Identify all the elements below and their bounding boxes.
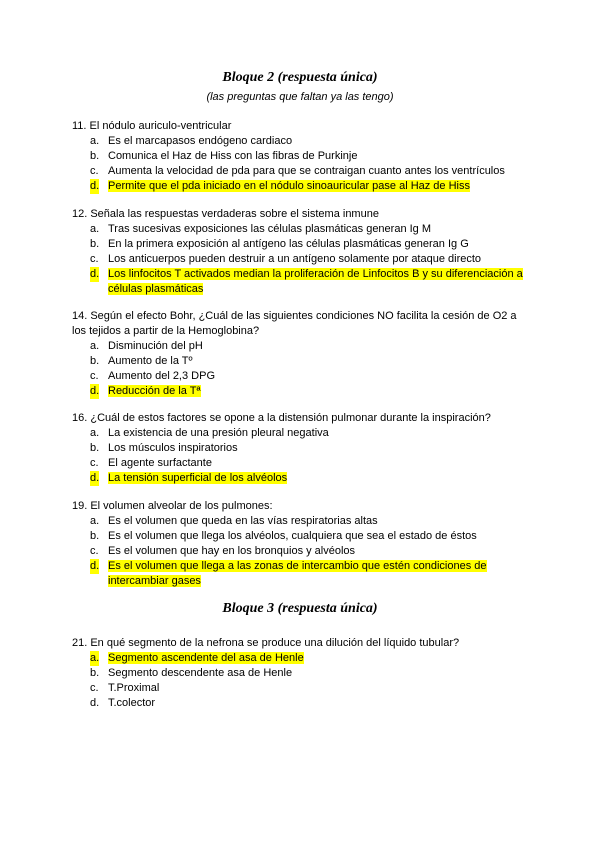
question-14-text: 14. Según el efecto Bohr, ¿Cuál de las siguientes condiciones NO facilita la cesión de O2 a los tejidos a partir de la Hemoglobina? — [72, 310, 517, 337]
question-11-option-d: d. Permite que el pda iniciado en el nódulo sinoauricular pase al Haz de Hiss — [90, 180, 470, 192]
question-11-option-b: b. Comunica el Haz de Hiss con las fibras de Purkinje — [90, 150, 358, 162]
question-12-option-c: c. Los anticuerpos pueden destruir a un antígeno solamente por ataque directo — [90, 253, 482, 265]
question-14-option-c: c. Aumento del 2,3 DPG — [90, 370, 216, 382]
bloque2-subtitle: (las preguntas que faltan ya las tengo) — [206, 91, 394, 103]
question-12-option-b: b. En la primera exposición al antígeno las células plasmáticas generan Ig G — [90, 238, 469, 250]
question-16-option-b: b. Los músculos inspiratorios — [90, 442, 238, 454]
question-21 — [72, 636, 532, 711]
question-12-text: 12. Señala las respuestas verdaderas sobre el sistema inmune — [72, 208, 379, 220]
question-16-option-c: c. El agente surfactante — [90, 457, 212, 469]
question-19 — [72, 499, 532, 589]
question-16 — [72, 411, 532, 486]
question-19-option-b: b. Es el volumen que llega los alvéolos, cualquiera que sea el estado de éstos — [90, 530, 477, 542]
question-19-text: 19. El volumen alveolar de los pulmones: — [72, 500, 273, 512]
question-16-option-d: d. La tensión superficial de los alvéolos — [90, 472, 288, 484]
question-21-option-d: d. T.colector — [90, 697, 156, 709]
question-12-option-a: a. Tras sucesivas exposiciones las células plasmáticas generan Ig M — [90, 223, 432, 235]
question-19-option-a: a. Es el volumen que queda en las vías respiratorias altas — [90, 515, 378, 527]
question-12-option-d: d. Los linfocitos T activados median la proliferación de Linfocitos B y su diferenciación a células plasmáticas — [90, 268, 523, 295]
question-19-option-c: c. Es el volumen que hay en los bronquios y alvéolos — [90, 545, 356, 557]
question-11 — [72, 119, 532, 194]
question-11-option-a: a. Es el marcapasos endógeno cardiaco — [90, 135, 293, 147]
question-16-text: 16. ¿Cuál de estos factores se opone a la distensión pulmonar durante la inspiración? — [72, 412, 491, 424]
question-14-option-d: d. Reducción de la Tª — [90, 385, 201, 397]
question-16-option-a: a. La existencia de una presión pleural negativa — [90, 427, 329, 439]
question-21-text: 21. En qué segmento de la nefrona se produce una dilución del líquido tubular? — [72, 637, 460, 649]
question-11-option-c: c. Aumenta la velocidad de pda para que se contraigan cuanto antes los ventrículos — [90, 165, 505, 177]
question-21-option-a: a. Segmento ascendente del asa de Henle — [90, 652, 304, 664]
bloque2-title: Bloque 2 (respuesta única) — [222, 70, 378, 85]
bloque3-title: Bloque 3 (respuesta única) — [222, 601, 378, 616]
question-12 — [72, 207, 532, 297]
question-21-option-c: c. T.Proximal — [90, 682, 160, 694]
question-14-option-b: b. Aumento de la Tº — [90, 355, 193, 367]
question-14-option-a: a. Disminución del pH — [90, 340, 203, 352]
question-21-option-b: b. Segmento descendente asa de Henle — [90, 667, 293, 679]
question-11-text: 11. El nódulo auriculo-ventricular — [72, 120, 232, 132]
question-14 — [72, 309, 532, 399]
question-19-option-d: d. Es el volumen que llega a las zonas de intercambio que estén condiciones de intercambiar gases — [90, 560, 487, 587]
